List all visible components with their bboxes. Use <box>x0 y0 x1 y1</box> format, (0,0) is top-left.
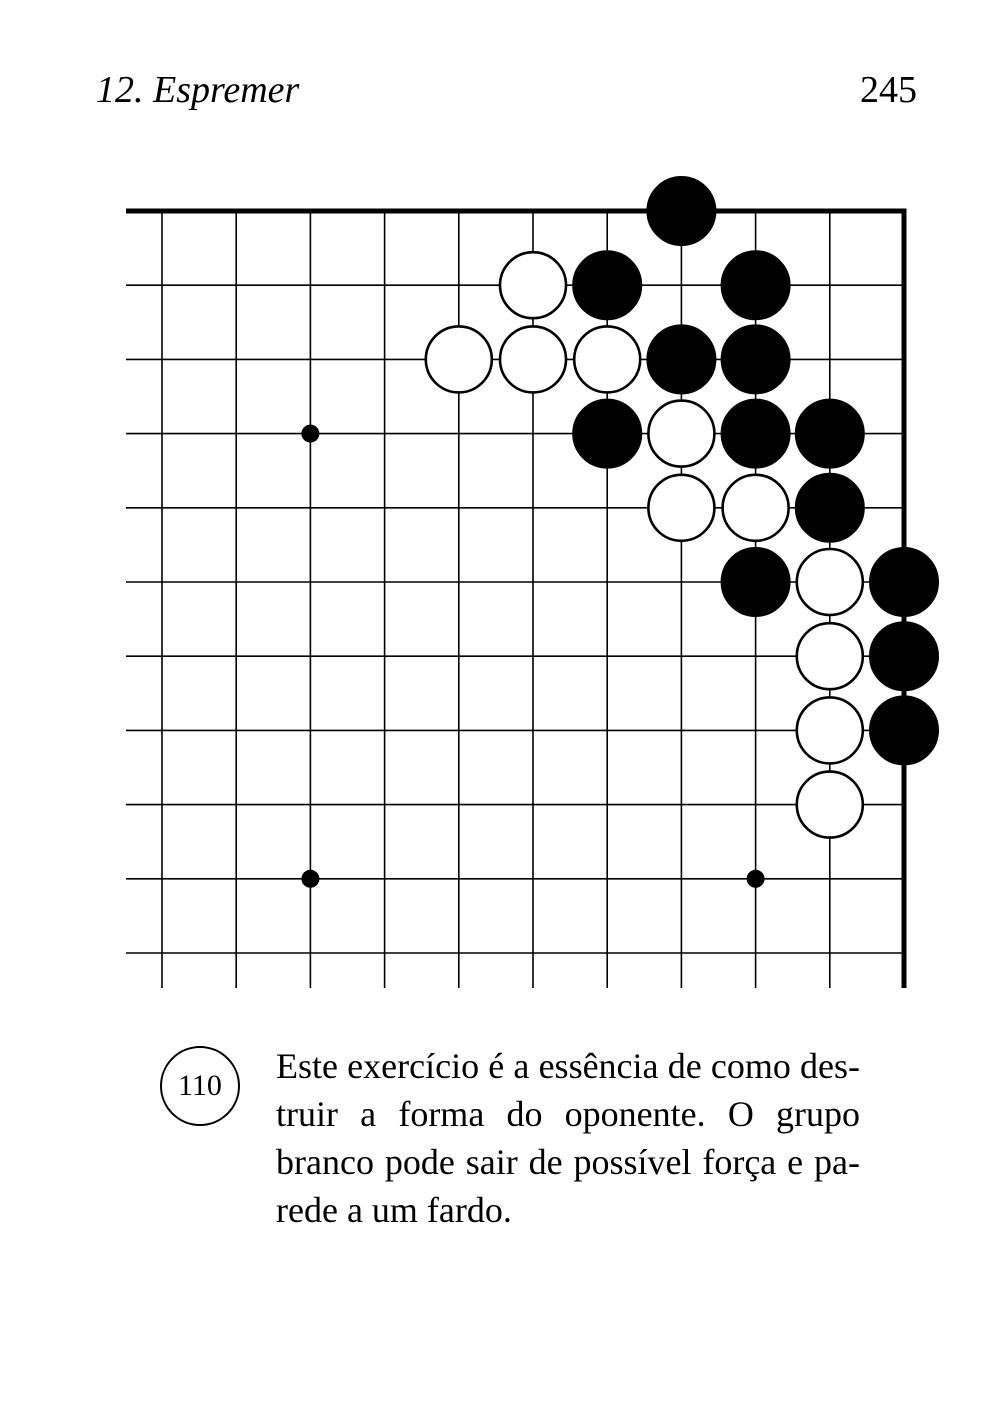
black-stone <box>647 177 715 245</box>
problem-text-line: truir a forma do oponente. O grupo <box>276 1094 860 1134</box>
black-stone <box>722 548 790 616</box>
black-stone <box>573 400 641 468</box>
page-number: 245 <box>860 69 917 111</box>
white-stone <box>797 549 863 615</box>
black-stone <box>796 400 864 468</box>
black-stone <box>870 696 938 764</box>
white-stone <box>574 326 640 392</box>
star-point <box>747 870 765 888</box>
white-stone <box>797 623 863 689</box>
black-stone <box>870 548 938 616</box>
white-stone <box>648 401 714 467</box>
star-point <box>301 870 319 888</box>
black-stone <box>870 622 938 690</box>
white-stone <box>797 772 863 838</box>
black-stone <box>722 325 790 393</box>
star-point <box>301 425 319 443</box>
white-stone <box>500 326 566 392</box>
black-stone <box>573 251 641 319</box>
board-grid <box>126 211 907 988</box>
problem-text-line: rede a um fardo. <box>276 1190 512 1230</box>
problem-description <box>276 1042 860 1234</box>
problem-number-badge: 110 <box>160 1046 240 1126</box>
black-stone <box>796 474 864 542</box>
problem-text-line: Este exercício é a essência de como des- <box>276 1046 860 1086</box>
white-stone <box>500 252 566 318</box>
white-stone <box>723 475 789 541</box>
black-stone <box>722 400 790 468</box>
white-stone <box>797 697 863 763</box>
black-stone <box>722 251 790 319</box>
problem-text-line: branco pode sair de possível força e pa- <box>276 1142 860 1182</box>
black-stone <box>647 325 715 393</box>
white-stone <box>648 475 714 541</box>
white-stone <box>426 326 492 392</box>
chapter-title: 12. Espremer <box>96 69 300 111</box>
